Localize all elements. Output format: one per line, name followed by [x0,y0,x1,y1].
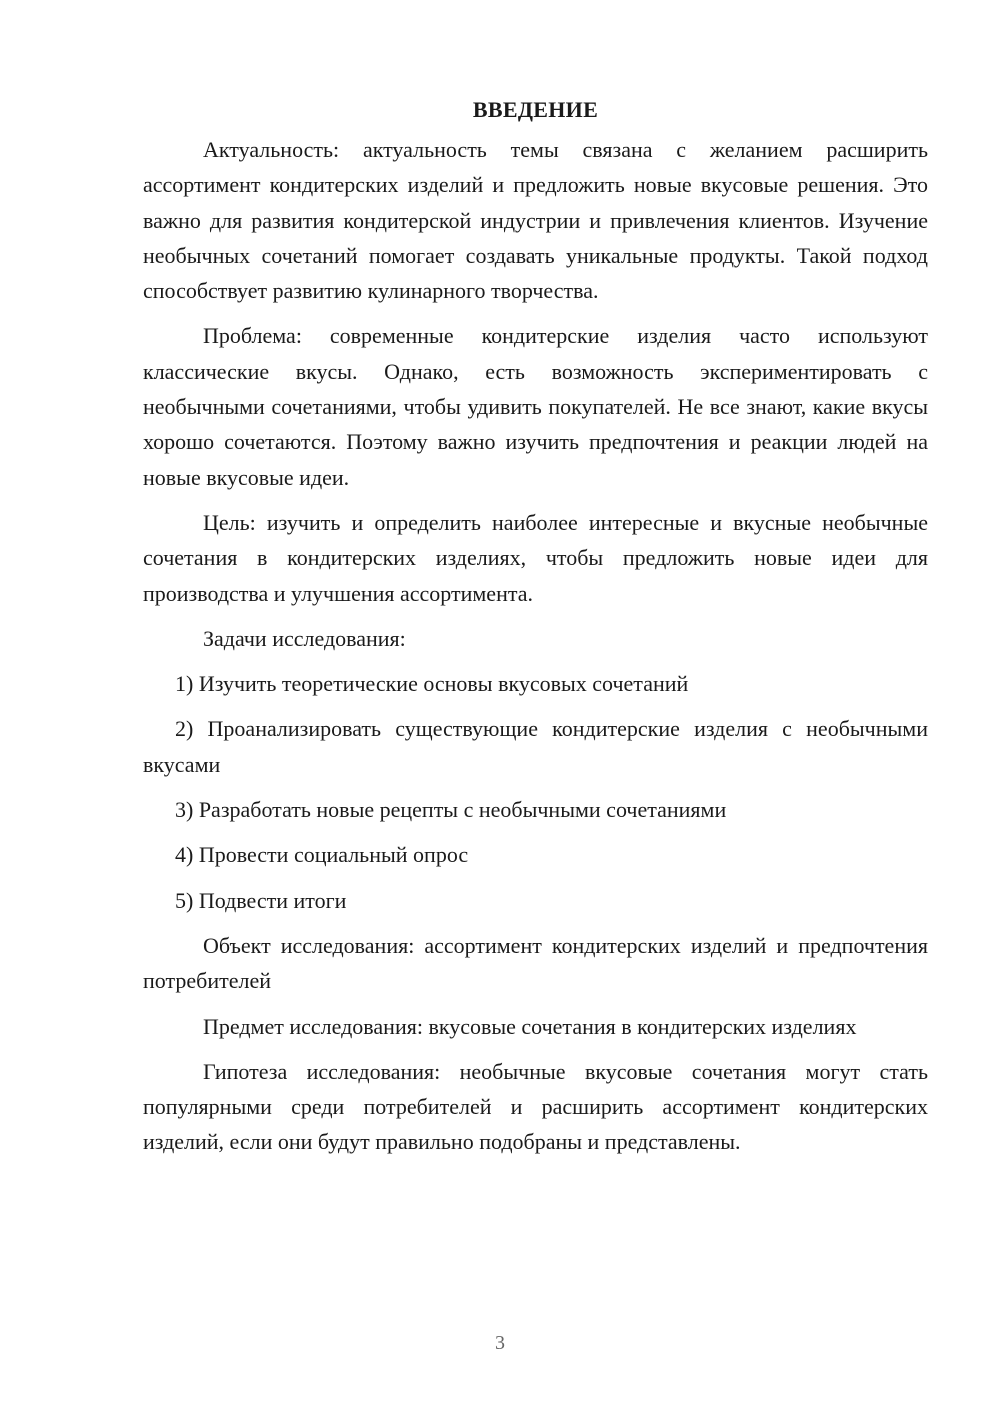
document-page [143,88,928,1170]
hypothesis-paragraph: Гипотеза исследования: необычные вкусовые сочетания могут стать популярными среди потребителей и расширить ассортимент кондитерских изделий, если они будут правильно подобраны и представлены. [143,1058,928,1155]
subject-paragraph: Предмет исследования: вкусовые сочетания в кондитерских изделиях [203,1013,857,1039]
task-item-3: 3) Разработать новые рецепты с необычными сочетаниями [175,797,727,823]
problem-paragraph: Проблема: современные кондитерские изделия часто используют классические вкусы. Однако, есть возможность экспериментировать с необычными сочетаниями, чтобы удивить покупателей. Не все знают, какие вкусы хорошо сочетаются. Поэтому важно изучить предпочтения и реакции людей на новые вкусовые идеи. [143,323,928,490]
tasks-title: Задачи исследования: [203,625,406,651]
page-number: 3 [495,1332,505,1354]
page-title: ВВЕДЕНИЕ [472,97,599,122]
task-item-5: 5) Подвести итоги [175,887,347,913]
object-paragraph: Объект исследования: ассортимент кондитерских изделий и предпочтения потребителей [143,932,928,994]
task-item-1: 1) Изучить теоретические основы вкусовых сочетаний [175,671,689,697]
task-item-4: 4) Провести социальный опрос [175,842,469,868]
task-item-2: 2) Проанализировать существующие кондитерские изделия с необычными вкусами [143,716,928,777]
goal-paragraph: Цель: изучить и определить наиболее интересные и вкусные необычные сочетания в кондитерских изделиях, чтобы предложить новые идеи для производства и улучшения ассортимента. [143,509,928,606]
relevance-paragraph: Актуальность: актуальность темы связана с желанием расширить ассортимент кондитерских изделий и предложить новые вкусовые решения. Это важно для развития кондитерской индустрии и привлечения клиентов. Изучение необычных сочетаний помогает создавать уникальные продукты. Такой подход способствует развитию кулинарного творчества. [143,137,928,304]
